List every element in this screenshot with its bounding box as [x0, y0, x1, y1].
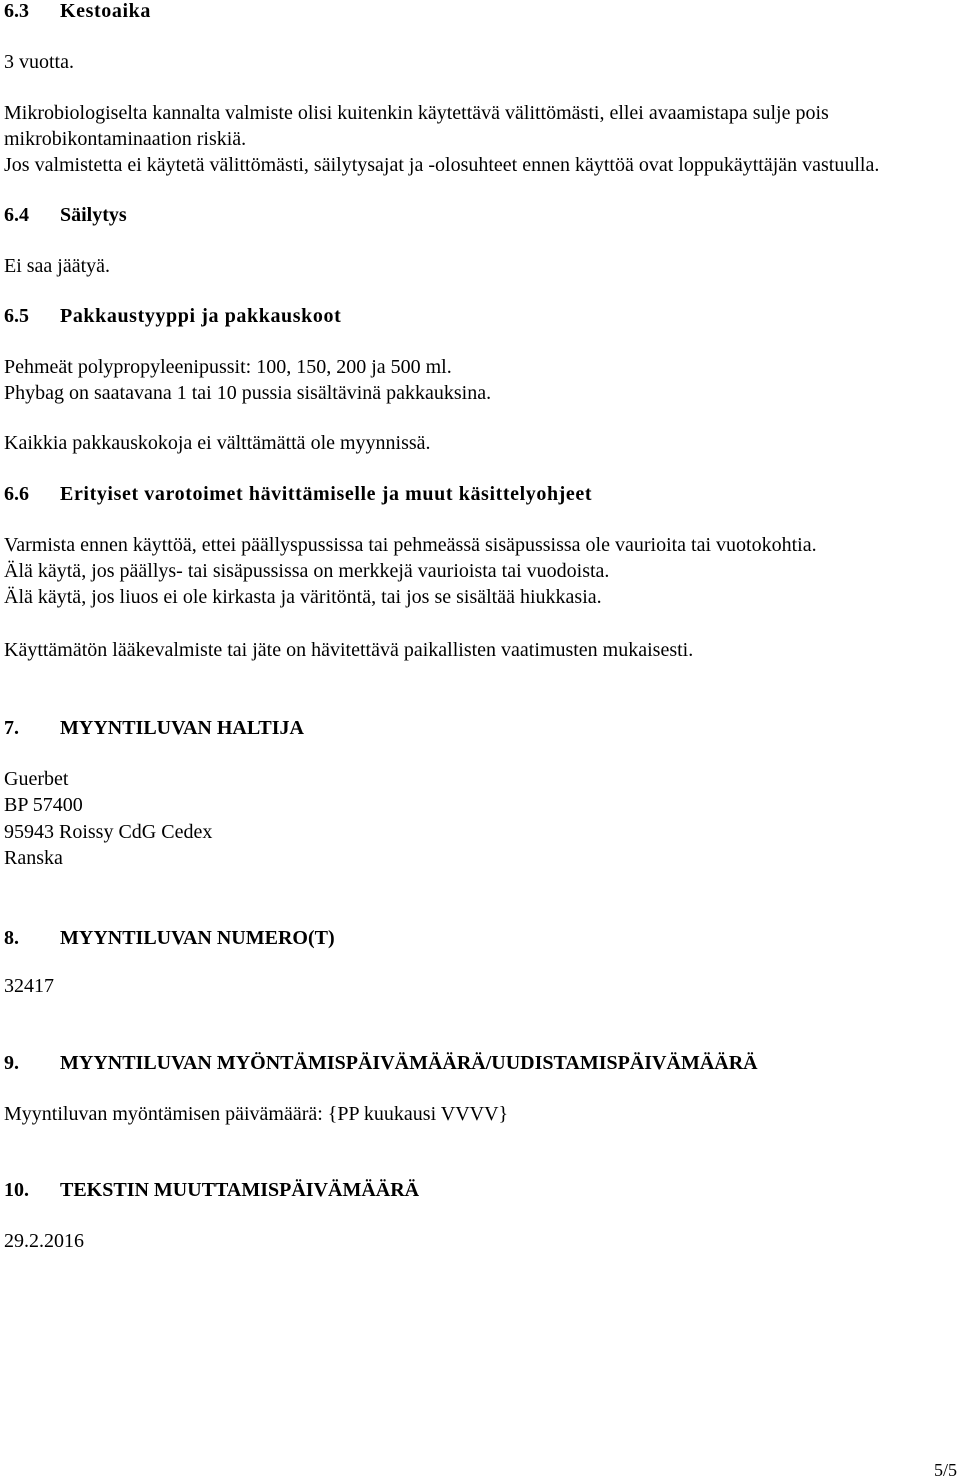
section-6-4-heading	[4, 202, 127, 228]
section-number: 6.4	[4, 204, 29, 226]
section-title: MYYNTILUVAN MYÖNTÄMISPÄIVÄMÄÄRÄ/UUDISTAMISPÄIVÄMÄÄRÄ	[60, 1052, 758, 1074]
section-number: 6.3	[4, 0, 29, 22]
body-text-line: mikrobikontaminaation riskiä.	[4, 128, 247, 150]
section-10-heading	[4, 1177, 419, 1203]
holder-address-line: 95943 Roissy CdG Cedex	[4, 821, 213, 843]
authorisation-date-text: Myyntiluvan myöntämisen päivämäärä: {PP kuukausi VVVV}	[4, 1103, 509, 1125]
body-text-line: Varmista ennen käyttöä, ettei päällyspussissa tai pehmeässä sisäpussissa ole vaurioita tai vuotokohtia.	[4, 534, 817, 556]
section-6-3-heading	[4, 0, 151, 24]
body-text-line: Älä käytä, jos liuos ei ole kirkasta ja väritöntä, tai jos se sisältää hiukkasia.	[4, 586, 602, 608]
holder-address-line: BP 57400	[4, 794, 83, 816]
section-7-heading	[4, 715, 304, 741]
section-6-5-heading	[4, 303, 341, 329]
section-title: Säilytys	[60, 204, 127, 226]
section-8-heading	[4, 925, 335, 951]
holder-name: Guerbet	[4, 768, 69, 790]
section-9-heading	[4, 1050, 758, 1076]
body-text-line: Mikrobiologiselta kannalta valmiste olisi kuitenkin käytettävä välittömästi, ellei avaamistapa sulje pois	[4, 102, 829, 124]
section-title: MYYNTILUVAN NUMERO(T)	[60, 927, 335, 949]
section-title: Erityiset varotoimet hävittämiselle ja muut käsittelyohjeet	[60, 483, 593, 505]
section-title: MYYNTILUVAN HALTIJA	[60, 717, 304, 739]
section-number: 6.5	[4, 305, 29, 327]
revision-date: 29.2.2016	[4, 1230, 84, 1252]
body-text-line: Kaikkia pakkauskokoja ei välttämättä ole myynnissä.	[4, 432, 431, 454]
section-title: TEKSTIN MUUTTAMISPÄIVÄMÄÄRÄ	[60, 1179, 420, 1201]
section-title: Kestoaika	[60, 0, 151, 22]
body-text-line: Käyttämätön lääkevalmiste tai jäte on hävitettävä paikallisten vaatimusten mukaisesti.	[4, 639, 694, 661]
section-6-6-heading	[4, 481, 592, 507]
body-text-line: Phybag on saatavana 1 tai 10 pussia sisältävinä pakkauksina.	[4, 382, 492, 404]
section-number: 6.6	[4, 483, 29, 505]
page-number: 5/5	[934, 1460, 958, 1480]
holder-country: Ranska	[4, 847, 63, 869]
body-text-line: Ei saa jäätyä.	[4, 255, 111, 277]
authorisation-number: 32417	[4, 975, 54, 997]
section-number: 10.	[4, 1179, 29, 1201]
section-number: 9.	[4, 1052, 19, 1074]
section-number: 8.	[4, 927, 19, 949]
body-text-line: Älä käytä, jos päällys- tai sisäpussissa on merkkejä vaurioista tai vuodoista.	[4, 560, 610, 582]
section-title: Pakkaustyyppi ja pakkauskoot	[60, 305, 342, 327]
shelf-life-text: 3 vuotta.	[4, 51, 74, 73]
section-number: 7.	[4, 717, 19, 739]
body-text-line: Jos valmistetta ei käytetä välittömästi, säilytysajat ja -olosuhteet ennen käyttöä ovat loppukäyttäjän vastuulla.	[4, 154, 880, 176]
body-text-line: Pehmeät polypropyleenipussit: 100, 150, 200 ja 500 ml.	[4, 356, 452, 378]
